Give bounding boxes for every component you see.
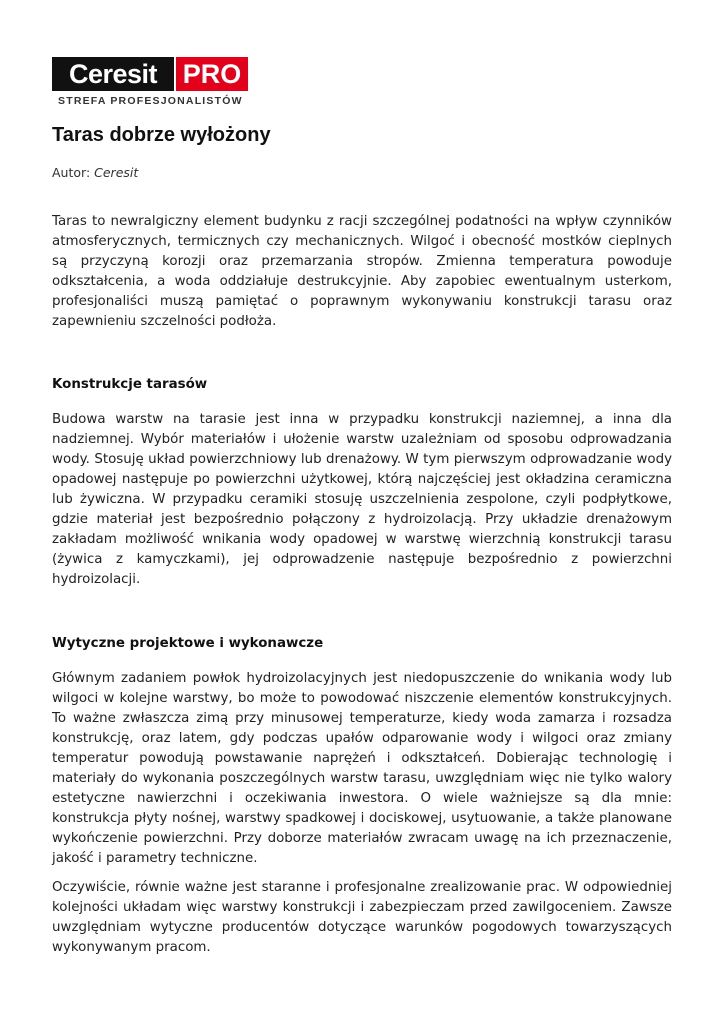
logo-tagline: STREFA PROFESJONALISTÓW xyxy=(58,95,243,107)
section-paragraph: Głównym zadaniem powłok hydroizolacyjnych jest niedopuszczenie do wnikania wody lub wilgoci w kolejne warstwy, bo może to powodować niszczenie elementów konstrukcyjnych. To ważne zwłaszcza zimą przy minusowej temperaturze, kiedy woda zamarza i rozsadza konstrukcję, oraz latem, gdy podczas upałów odparowanie wody i wilgoci oraz zmiany temperatur powodują powstawanie naprężeń i odkształceń. Dobierając technologię i materiały do wykonania poszczególnych warstw tarasu, uwzględniam więc nie tylko walory estetyczne nawierzchni i oczekiwania inwestora. O wiele ważniejsze są dla mnie: konstrukcja płyty nośnej, warstwy spadkowej i dociskowej, usytuowanie, a także planowane wykończenie powierzchni. Przy doborze materiałów zwracam uwagę na ich przeznaczenie, jakość i parametry techniczne. xyxy=(52,671,672,866)
logo-ceresit-wordmark: Ceresit xyxy=(52,57,174,91)
section-paragraph: Oczywiście, równie ważne jest staranne i profesjonalne zrealizowanie prac. W odpowiedniej kolejności układam więc warstwy konstrukcji i zabezpieczam przed zawilgoceniem. Zawsze uwzględniam wytyczne producentów dotyczące warunków pogodowych towarzyszących wykonywanym pracom. xyxy=(52,880,672,955)
section-heading-wytyczne: Wytyczne projektowe i wykonawcze xyxy=(52,636,324,651)
section-paragraph: Budowa warstw na tarasie jest inna w przypadku konstrukcji naziemnej, a inna dla nadziemnej. Wybór materiałów i ułożenie warstw uzależniam od sposobu odprowadzania wody. Stosuję układ powierzchniowy lub drenażowy. W tym pierwszym odprowadzanie wody opadowej następuje po powierzchni użytkowej, którą najczęściej jest okładzina ceramiczna lub żywiczna. W przypadku ceramiki stosuję uszczelnienia zespolone, czyli podpłytkowe, gdzie materiał jest bezpośrednio połączony z hydroizolacją. Przy układzie drenażowym zakładam możliwość wnikania wody opadowej w warstwę wierzchnią konstrukcji tarasu (żywica z kamyczkami), jej odprowadzenie następuje bezpośrednio z powierzchni hydroizolacji. xyxy=(52,412,672,587)
article-title: Taras dobrze wyłożony xyxy=(52,124,271,146)
author-name: Ceresit xyxy=(94,165,139,180)
ceresit-pro-logo[interactable] xyxy=(52,57,248,109)
logo-pro-badge: PRO xyxy=(176,57,248,91)
section-heading-konstrukcje: Konstrukcje tarasów xyxy=(52,377,208,392)
author-label: Autor: xyxy=(52,165,91,180)
intro-paragraph: Taras to newralgiczny element budynku z racji szczególnej podatności na wpływ czynników atmosferycznych, termicznych czy mechanicznych. Wilgoć i obecność mostków cieplnych są przyczyną korozji oraz przemarzania stropów. Zmienna temperatura powoduje odkształcenia, a woda oddziałuje destrukcyjnie. Aby zapobiec ewentualnym usterkom, profesjonaliści muszą pamiętać o poprawnym wykonywaniu konstrukcji tarasu oraz zapewnieniu szczelności podłoża. xyxy=(52,214,672,329)
article-author xyxy=(52,165,138,180)
